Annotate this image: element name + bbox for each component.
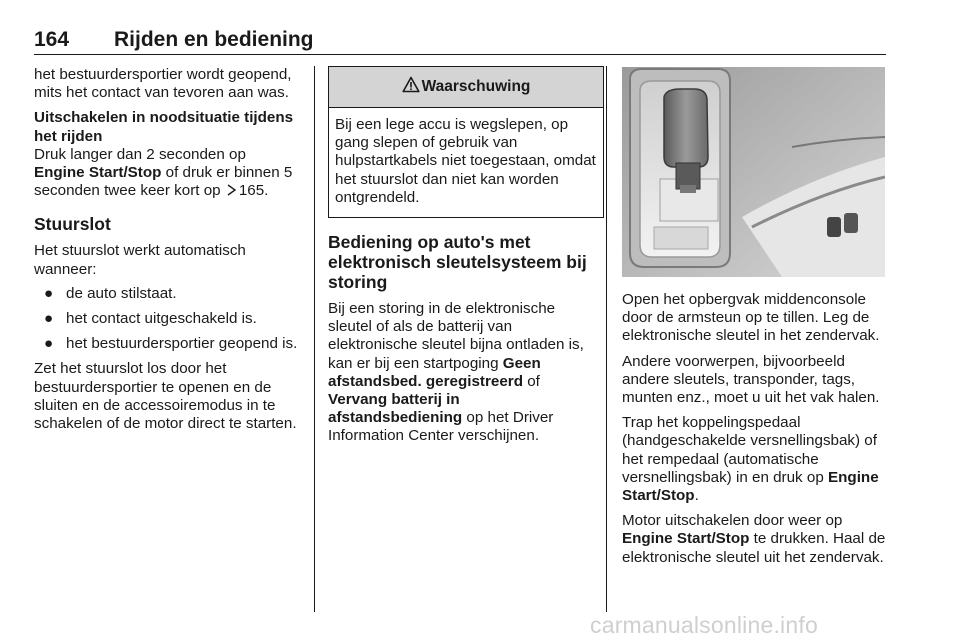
chapter-title: Rijden en bediening [114, 28, 314, 51]
list-item: ● het bestuurdersportier geopend is. [44, 335, 298, 353]
message-replace-battery: Vervang batterij in afstandsbediening [328, 391, 463, 427]
paragraph-remove-objects: Andere voorwerpen, bijvoorbeeld andere sleutels, transponder, tags, munten enz., moet u uit het vak halen. [622, 352, 880, 407]
warning-triangle-icon [402, 76, 420, 93]
warning-box [328, 66, 604, 218]
paragraph-emergency: Druk langer dan 2 seconden op Engine Start/Stop of druk er binnen 5 seconden twee keer kort op 165. [34, 145, 293, 200]
steering-intro: Het stuurslot werkt automatisch wanneer: [34, 242, 246, 278]
column-right [622, 291, 888, 567]
console-illustration-icon [622, 67, 885, 277]
emergency-heading: Uitschakelen in noodsituatie tijdens het rijden [34, 109, 294, 145]
page-number: 164 [34, 28, 70, 51]
list-item: ● de auto stilstaat. [44, 284, 177, 302]
warning-title: Waarschuwing [421, 78, 531, 95]
steering-conditions-list [34, 285, 300, 354]
warning-text: Bij een lege accu is wegslepen, op gang slepen of gebruik van hulpstartkabels niet toegestaan, omdat het stuurslot dan niet kan worden ontgrendeld. [335, 116, 596, 206]
column-divider-left [314, 66, 315, 612]
bullet-icon: ● [44, 284, 54, 302]
column-middle [328, 66, 596, 446]
page-ref-arrow-icon [227, 184, 237, 196]
failure-heading: Bediening op auto's met elektronisch sleutelsysteem bij storing [328, 232, 587, 293]
bullet-icon: ● [44, 335, 54, 353]
page-reference-link[interactable]: 165. [238, 182, 269, 200]
paragraph-door-open: het bestuurdersportier wordt geopend, mits het contact van tevoren aan was. [34, 66, 292, 102]
message-no-remote: Geen afstandsbed. geregistreerd [328, 354, 541, 390]
paragraph-stop-engine: Motor uitschakelen door weer op Engine Start/Stop te drukken. Haal de elektronische sleutel uit het zendervak. [622, 512, 886, 566]
paragraph-start-engine: Trap het koppelingspedaal (handgeschakelde versnellingsbak) of het rempedaal (automatische versnellingsbak) in en druk op Engine Start/Stop. [622, 414, 879, 505]
column-divider-right [606, 66, 607, 612]
console-photo [622, 67, 885, 277]
steering-lock-heading: Stuurslot [34, 214, 111, 235]
engine-start-stop-label: Engine Start/Stop [622, 468, 879, 505]
page-header [34, 28, 886, 55]
engine-start-stop-label: Engine Start/Stop [622, 530, 750, 548]
column-left [34, 66, 300, 433]
paragraph-steering-release: Zet het stuurslot los door het bestuurdersportier te openen en de sluiten en de accessoiremodus in te schakelen of de motor direct te starten. [34, 360, 297, 433]
bullet-icon: ● [44, 310, 54, 328]
list-item: ● het contact uitgeschakeld is. [44, 310, 257, 328]
warning-header [329, 67, 603, 108]
paragraph-failure: Bij een storing in de elektronische sleutel of als de batterij van elektronische sleutel bijna ontladen is, kan er bij een startpoging Geen afstandsbed. geregistreerd of Vervang batterij in afstandsbediening op het Driver Information Center verschijnen. [328, 300, 584, 445]
engine-start-stop-label: Engine Start/Stop [34, 164, 162, 182]
paragraph-open-console: Open het opbergvak middenconsole door de armsteun op te tillen. Leg de elektronische sleutel in het zendervak. [622, 291, 880, 345]
watermark: carmanualsonline.info [590, 612, 818, 638]
